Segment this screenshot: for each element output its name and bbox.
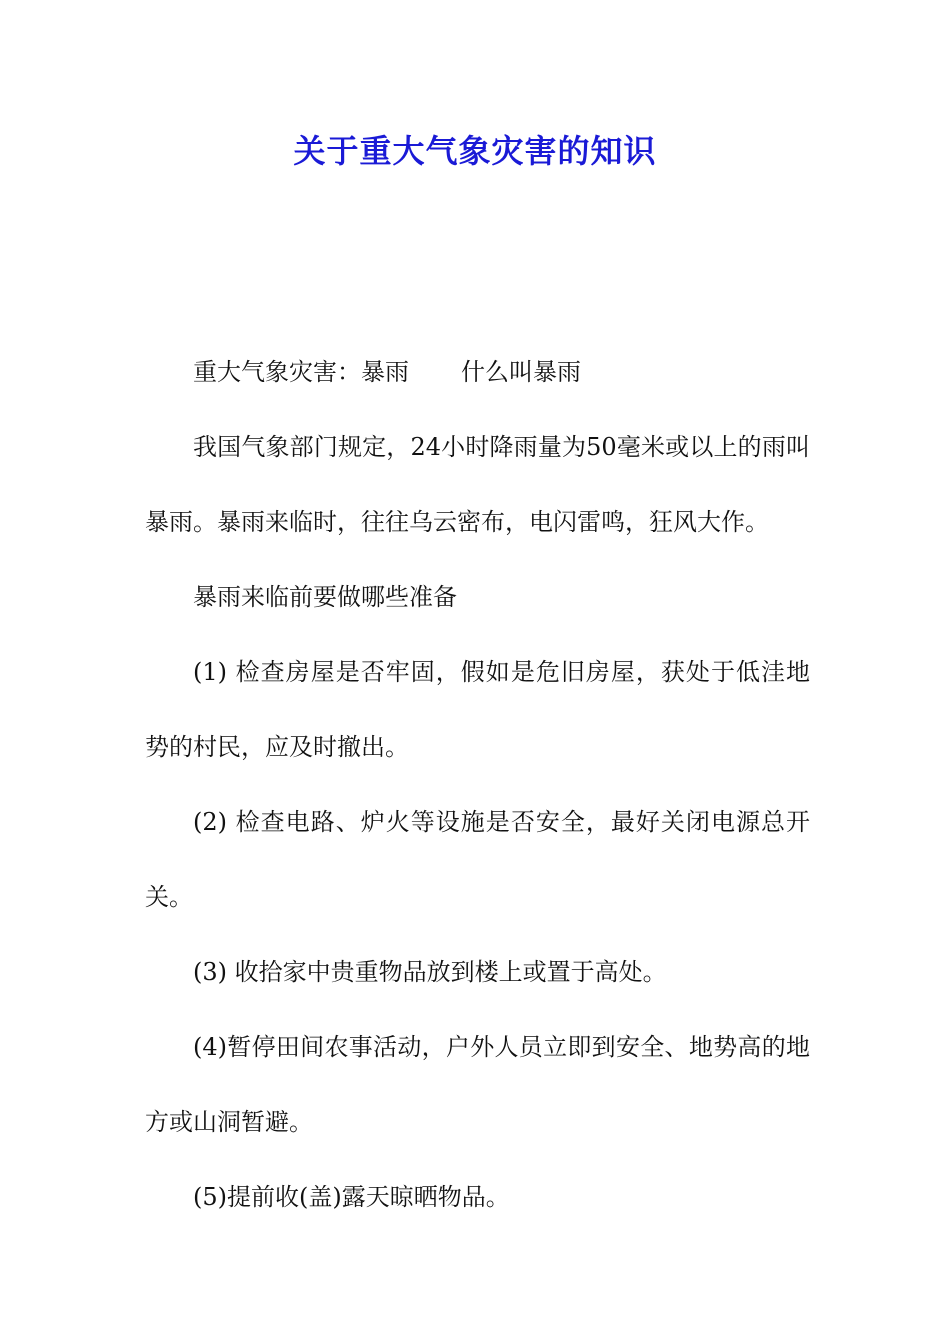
paragraph-definition: 我国气象部门规定，24小时降雨量为50毫米或以上的雨叫暴雨。暴雨来临时，往往乌云密布，电闪雷鸣，狂风大作。 [145, 433, 810, 536]
section-heading [145, 335, 810, 410]
paragraph-item-5: (5)提前收(盖)露天晾晒物品。 [193, 1183, 510, 1211]
paragraph-item-2: (2) 检查电路、炉火等设施是否安全，最好关闭电源总开关。 [145, 808, 810, 911]
paragraph-item-3: (3) 收拾家中贵重物品放到楼上或置于高处。 [193, 958, 667, 986]
paragraph-item-4: (4)暂停田间农事活动，户外人员立即到安全、地势高的地方或山洞暂避。 [145, 1033, 810, 1136]
section-heading-left: 重大气象灾害：暴雨 [193, 358, 409, 386]
paragraph-preparation-heading: 暴雨来临前要做哪些准备 [193, 583, 457, 611]
paragraph-item-1: (1) 检查房屋是否牢固，假如是危旧房屋，获处于低洼地势的村民，应及时撤出。 [145, 658, 810, 761]
section-heading-right: 什么叫暴雨 [461, 358, 581, 386]
document-body [145, 335, 810, 1235]
page-title: 关于重大气象灾害的知识 [293, 132, 657, 170]
